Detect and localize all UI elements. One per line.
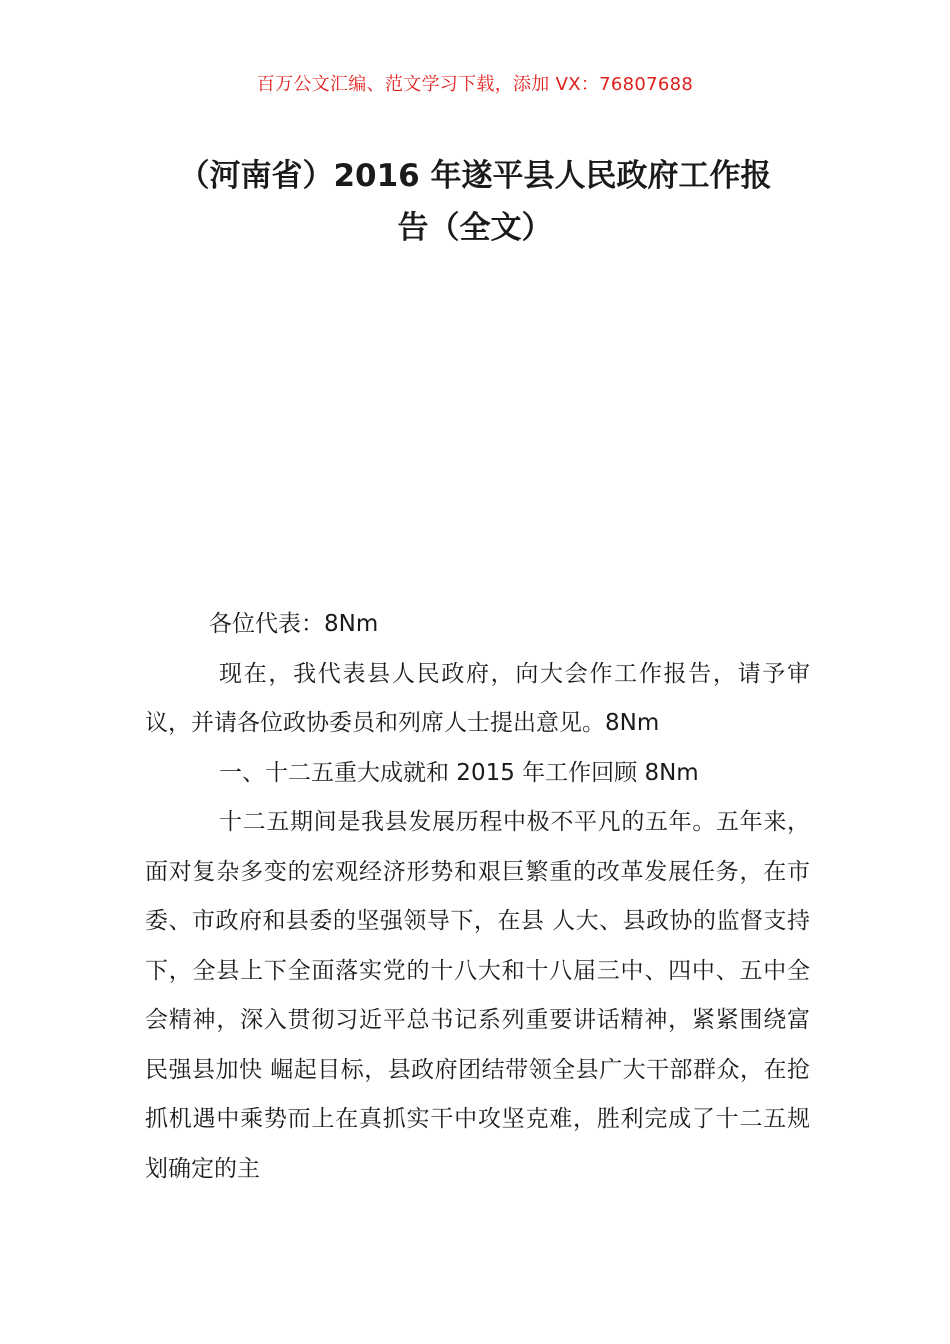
document-title — [120, 150, 830, 254]
section-heading: 一、十二五重大成就和 2015 年工作回顾 8Nm — [219, 759, 699, 786]
header-promo-note: 百万公文汇编、范文学习下载，添加 VX：76807688 — [256, 74, 694, 95]
document-title-line-1: （河南省）2016 年遂平县人民政府工作报 — [178, 158, 772, 194]
intro-paragraph: 现在，我代表县人民政府，向大会作工作报告，请予审议，并请各位政协委员和列席人士提出意见。8Nm — [145, 660, 810, 736]
document-body — [145, 600, 810, 1194]
salutation: 各位代表：8Nm — [209, 611, 379, 637]
document-title-line-2: 告（全文） — [397, 210, 553, 246]
body-paragraph: 十二五期间是我县发展历程中极不平凡的五年。五年来，面对复杂多变的宏观经济形势和艰巨繁重的改革发展任务，在市委、市政府和县委的坚强领导下，在县 人大、县政协的监督支持下，全县上下全面落实党的十八大和十八届三中、四中、五中全会精神，深入贯彻习近平总书记系列重要讲话精神，紧紧围绕富民强县加快 崛起目标，县政府团结带领全县广大干部群众，在抢抓机遇中乘势而上在真抓实干中攻坚克难，胜利完成了十二五规划确定的主 — [145, 809, 810, 1182]
